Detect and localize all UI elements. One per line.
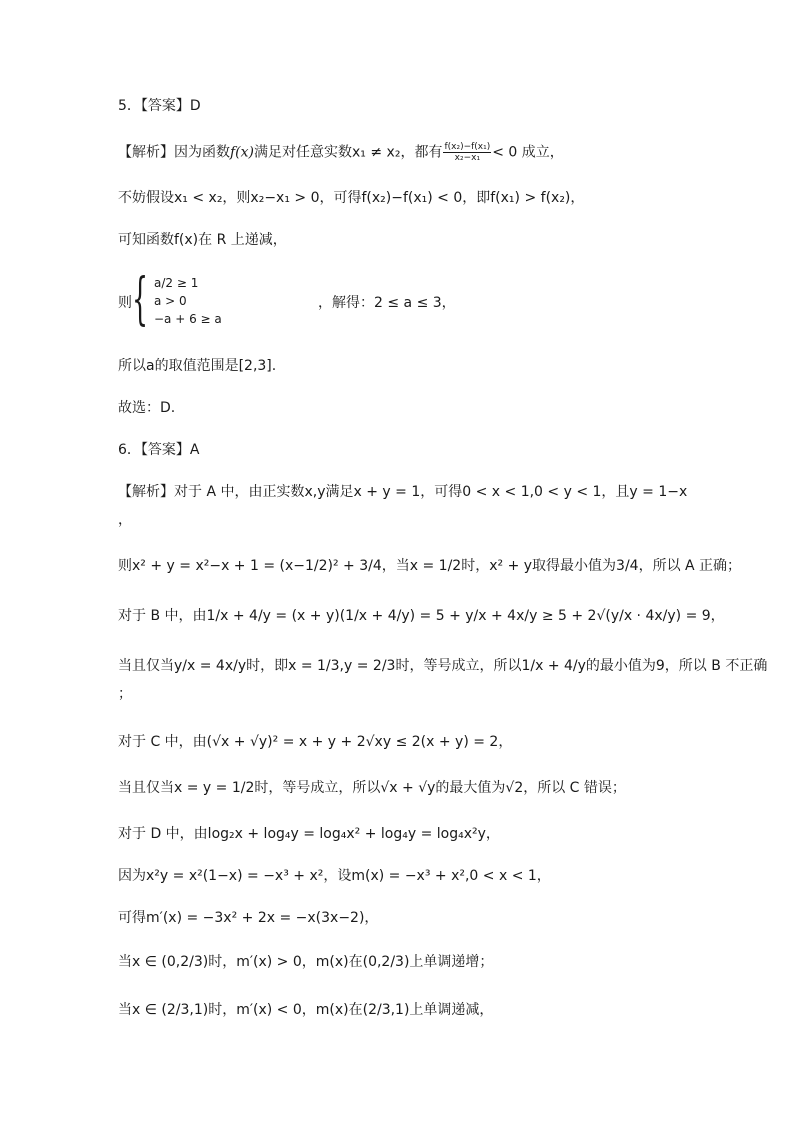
q6-analysis-line-10: 当x ∈ (0,2/3)时，m′(x) > 0，m(x)在(0,2/3)上单调递增； — [118, 954, 494, 970]
q5-l1-e: ，都有 — [400, 144, 443, 161]
q5-system-row-1: a/2 ≥ 1 — [154, 276, 199, 290]
q6-analysis-line-2: 则x² + y = x²−x + 1 = (x−1/2)² + 3/4，当x = 1/2时，x² + y取得最小值为3/4，所以 A 正确； — [118, 558, 742, 574]
q5-analysis-line-1 — [118, 142, 564, 163]
q6-answer: 6．【答案】A — [118, 442, 200, 458]
q5-analysis-line-3: 可知函数f(x)在 R 上递减， — [118, 232, 287, 248]
fraction-numerator: f(x₂)−f(x₁) — [444, 142, 491, 152]
q5-system-solution: ，解得：2 ≤ a ≤ 3， — [318, 295, 456, 311]
q5-l1-d: x₁ ≠ x₂ — [352, 144, 401, 161]
q5-l1-fraction — [443, 142, 491, 163]
q6-analysis-line-9: 可得m′(x) = −3x² + 2x = −x(3x−2)， — [118, 910, 379, 926]
q5-l1-f: < 0 成立， — [492, 144, 564, 161]
q6-analysis-line-4-cont: ； — [118, 686, 132, 702]
q6-analysis-line-11: 当x ∈ (2/3,1)时，m′(x) < 0，m(x)在(2/3,1)上单调递减， — [118, 1002, 494, 1018]
q5-system-rows — [154, 274, 222, 328]
q6-analysis-line-5: 对于 C 中，由(√x + √y)² = x + y + 2√xy ≤ 2(x + y) = 2， — [118, 734, 513, 750]
q5-system-label: 则 — [118, 295, 132, 311]
q5-analysis-line-5: 所以a的取值范围是[2,3]. — [118, 358, 277, 374]
q5-answer: 5．【答案】D — [118, 98, 201, 114]
q5-l1-c: 满足对任意实数 — [254, 144, 353, 161]
q5-analysis-line-2: 不妨假设x₁ < x₂，则x₂−x₁ > 0，可得f(x₂)−f(x₁) < 0，即f(x₁) > f(x₂)， — [118, 190, 585, 206]
q6-analysis-line-1-cont: ， — [118, 512, 132, 528]
q5-l1-b: f(x) — [230, 144, 255, 161]
q5-analysis-line-6: 故选：D. — [118, 400, 176, 416]
left-brace-icon: { — [132, 267, 149, 332]
q6-analysis-line-4: 当且仅当y/x = 4x/y时，即x = 1/3,y = 2/3时，等号成立，所以1/x + 4/y的最小值为9，所以 B 不正确 — [118, 658, 768, 674]
q5-system-row-3: −a + 6 ≥ a — [154, 312, 222, 326]
q6-analysis-line-3: 对于 B 中，由1/x + 4/y = (x + y)(1/x + 4/y) = 5 + y/x + 4x/y ≥ 5 + 2√(y/x · 4x/y) = 9， — [118, 608, 725, 624]
fraction-denominator: x₂−x₁ — [454, 153, 481, 163]
q5-inequality-system — [118, 267, 456, 332]
q5-system-row-2: a > 0 — [154, 294, 187, 308]
q6-analysis-line-7: 对于 D 中，由log₂x + log₄y = log₄x² + log₄y = log₄x²y， — [118, 826, 500, 842]
q5-l1-a: 【解析】因为函数 — [118, 144, 230, 161]
q6-analysis-line-8: 因为x²y = x²(1−x) = −x³ + x²，设m(x) = −x³ + x²,0 < x < 1， — [118, 868, 551, 884]
q6-analysis-line-6: 当且仅当x = y = 1/2时，等号成立，所以√x + √y的最大值为√2，所以 C 错误； — [118, 780, 626, 796]
q6-analysis-line-1: 【解析】对于 A 中，由正实数x,y满足x + y = 1，可得0 < x < 1,0 < y < 1，且y = 1−x — [118, 484, 688, 500]
